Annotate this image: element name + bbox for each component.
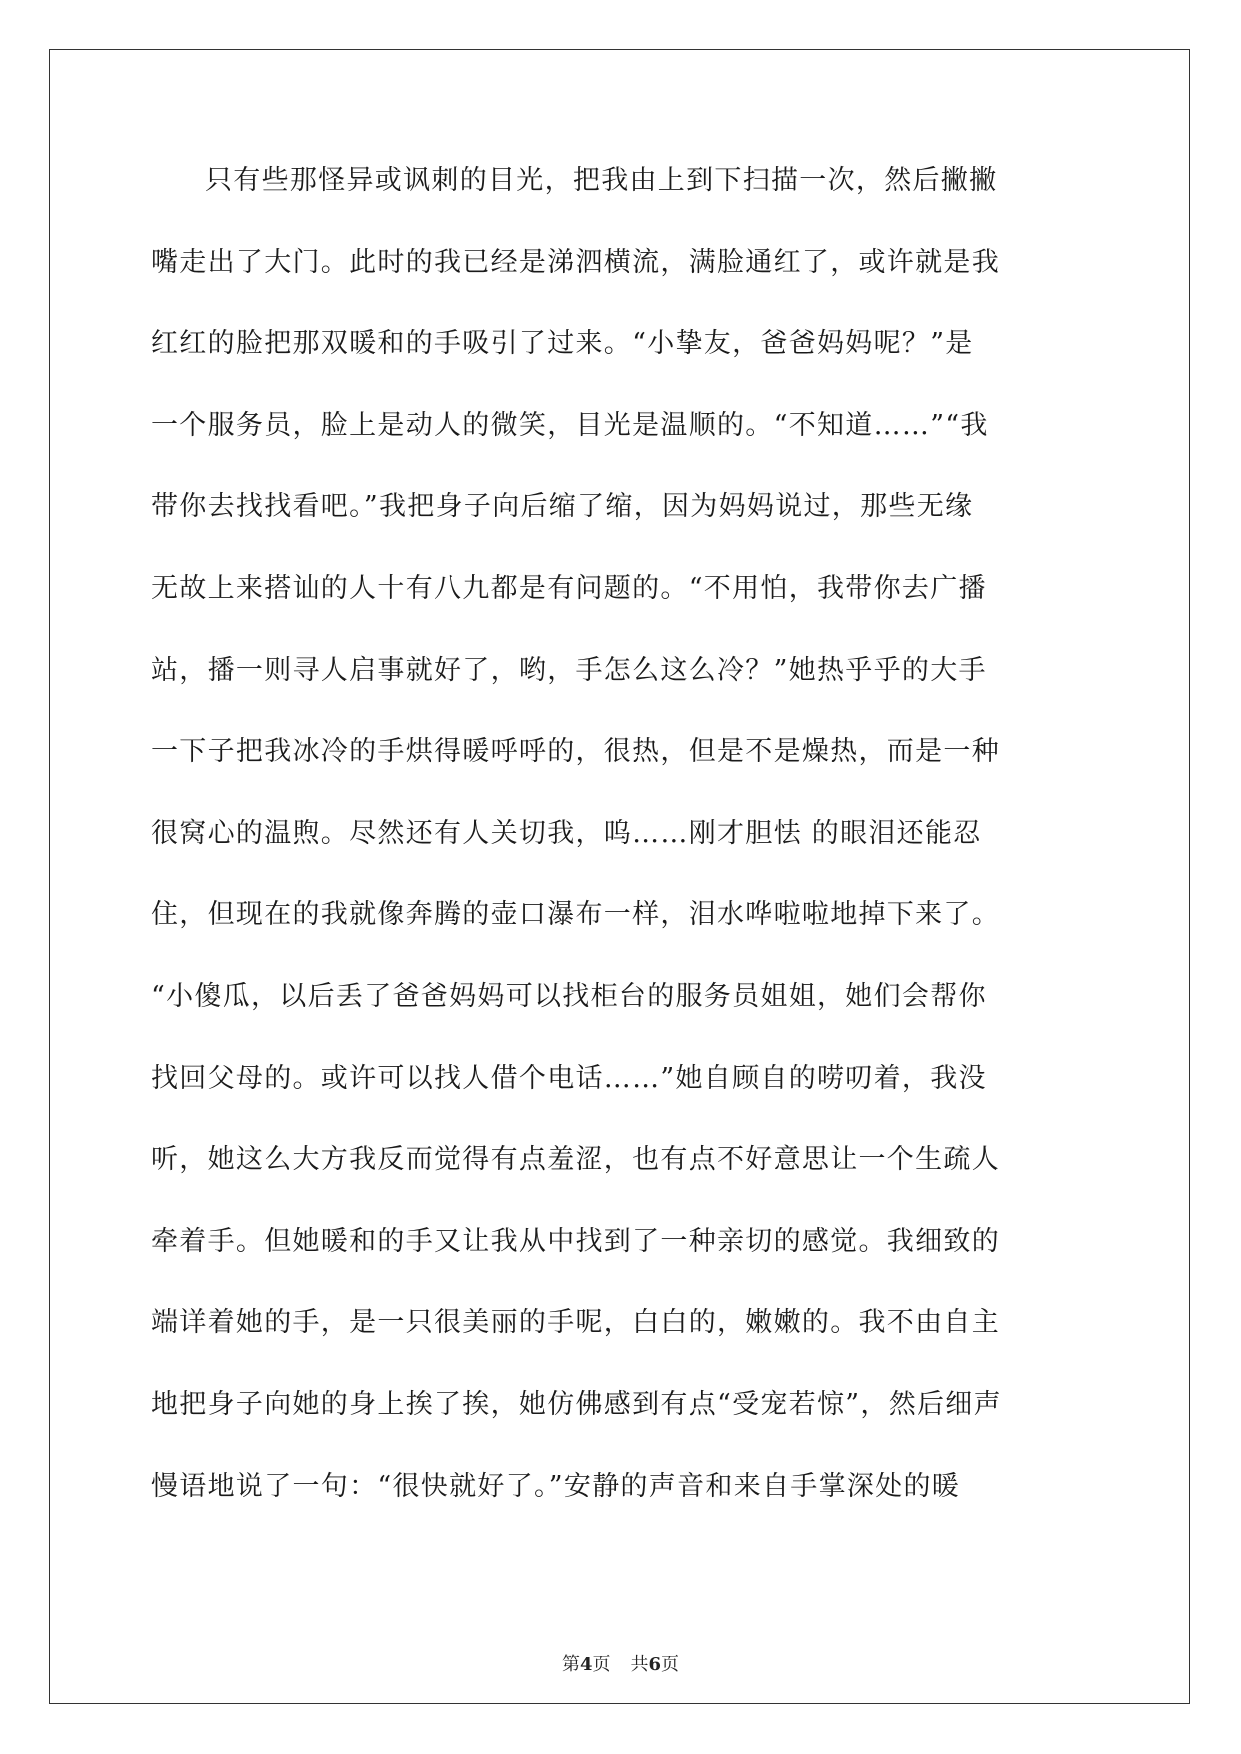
text-line: 听，她这么大方我反而觉得有点羞涩，也有点不好意思让一个生疏人 — [151, 1144, 1000, 1176]
text-line: 地把身子向她的身上挨了挨，她仿佛感到有点“受宠若惊”，然后细声 — [151, 1388, 1002, 1420]
text-line: 端详着她的手，是一只很美丽的手呢，白白的，嫩嫩的。我不由自主 — [151, 1307, 1000, 1339]
page-prefix: 第 — [561, 1654, 580, 1675]
page-number: 4 — [579, 1654, 593, 1675]
text-line: 嘴走出了大门。此时的我已经是涕泗横流，满脸通红了，或许就是我 — [151, 246, 1000, 278]
total-pages: 6 — [648, 1654, 662, 1675]
text-line: 住，但现在的我就像奔腾的壶口瀑布一样，泪水哗啦啦地掉下来了。 — [151, 899, 1000, 931]
text-line: 牵着手。但她暖和的手又让我从中找到了一种亲切的感觉。我细致的 — [151, 1225, 1000, 1257]
total-suffix: 页 — [661, 1654, 680, 1675]
page-footer — [0, 1650, 1241, 1676]
text-line: “小傻瓜，以后丢了爸爸妈妈可以找柜台的服务员姐姐，她们会帮你 — [151, 980, 987, 1012]
text-line: 一下子把我冰冷的手烘得暖呼呼的，很热，但是不是燥热，而是一种 — [151, 736, 1000, 768]
text-line: 一个服务员，脸上是动人的微笑，目光是温顺的。“不知道……”“我 — [151, 409, 989, 441]
text-line: 无故上来搭讪的人十有八九都是有问题的。“不用怕，我带你去广播 — [151, 572, 987, 604]
total-prefix: 共 — [630, 1654, 649, 1675]
body-paragraph — [151, 158, 1091, 1545]
text-line: 找回父母的。或许可以找人借个电话……”她自顾自的唠叨着，我没 — [151, 1062, 987, 1094]
text-line: 站，播一则寻人启事就好了，哟，手怎么这么冷？”她热乎乎的大手 — [151, 654, 987, 686]
page-suffix: 页 — [592, 1654, 611, 1675]
text-line: 慢语地说了一句：“很快就好了。”安静的声音和来自手掌深处的暖 — [151, 1470, 961, 1502]
text-line: 红红的脸把那双暖和的手吸引了过来。“小挚友，爸爸妈妈呢？”是 — [151, 328, 974, 360]
text-line: 带你去找找看吧。”我把身子向后缩了缩，因为妈妈说过，那些无缘 — [151, 491, 974, 523]
text-line: 很窝心的温煦。尽然还有人关切我，呜……刚才胆怯 的眼泪还能忍 — [151, 817, 982, 849]
text-line: 只有些那怪异或讽刺的目光，把我由上到下扫描一次，然后撇撇 — [205, 165, 998, 196]
